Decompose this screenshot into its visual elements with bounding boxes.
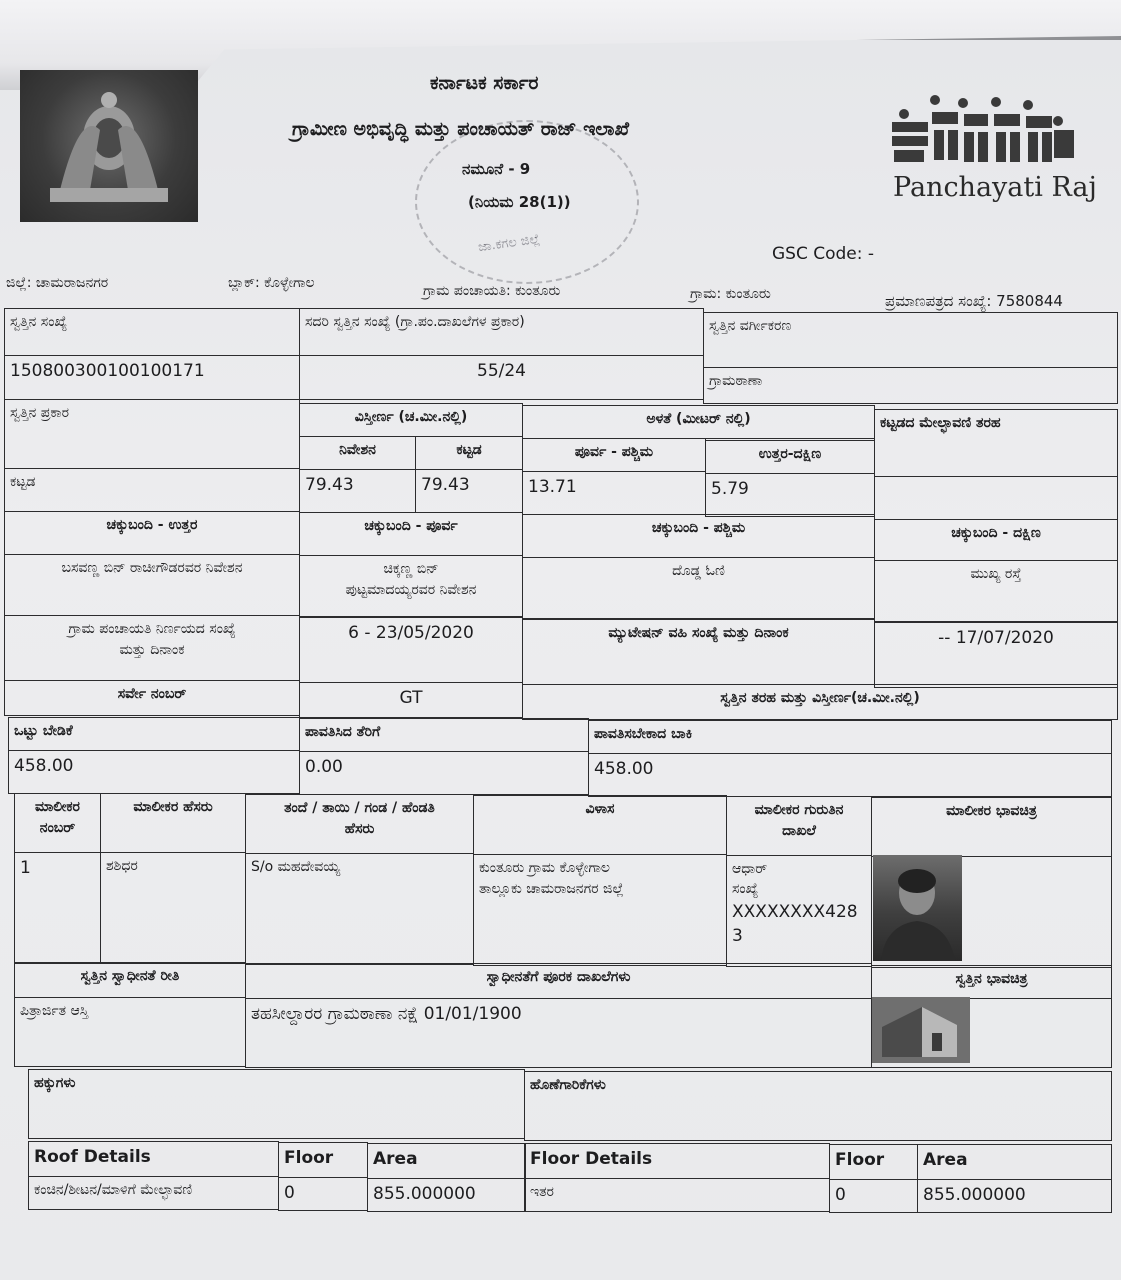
classification-label: ಸ್ವತ್ತಿನ ವರ್ಗೀಕರಣ xyxy=(703,312,1118,368)
west-boundary-label: ಚಕ್ಕುಬಂದಿ - ಪಶ್ಚಿಮ xyxy=(522,514,875,558)
mutation-value: -- 17/07/2020 xyxy=(874,622,1118,688)
acquisition-mode-value: ಪಿತ್ರಾರ್ಜಿತ ಆಸ್ತಿ xyxy=(14,997,246,1067)
owner-id-value xyxy=(726,855,872,967)
roof-area-label: Area xyxy=(367,1143,526,1179)
panchayati-raj-logo-icon xyxy=(888,92,1078,170)
assessment-label: ಸದರಿ ಸ್ವತ್ತಿನ ಸಂಖ್ಯೆ (ಗ್ರಾ.ಪಂ.ದಾಖಲೆಗಳ ಪ್ರಕಾರ) xyxy=(299,308,704,356)
owner-id-line1: ಆಧಾರ್ xyxy=(732,861,768,877)
tax-paid-label: ಪಾವತಿಸಿದ ತೆರಿಗೆ xyxy=(299,718,589,752)
karnataka-emblem xyxy=(20,70,198,222)
floor-floor-label: Floor xyxy=(829,1144,918,1180)
roof-floor-label: Floor xyxy=(278,1142,368,1178)
site-area-value: 79.43 xyxy=(299,469,416,513)
decision-label-line1: ಗ್ರಾಮ ಪಂಚಾಯತಿ ನಿರ್ಣಯದ ಸಂಖ್ಯೆ xyxy=(68,621,236,637)
owner-number-label xyxy=(14,793,101,853)
address-line1: ಕುಂತೂರು ಗ್ರಾಮ ಕೊಳ್ಳೇಗಾಲ xyxy=(479,860,610,876)
owner-id-label-line1: ಮಾಲೀಕರ ಗುರುತಿನ xyxy=(754,802,844,818)
owner-id-label-line2: ದಾಖಲೆ xyxy=(782,823,816,839)
property-photo-icon xyxy=(872,997,970,1063)
gram-panchayat: ಗ್ರಾಮ ಪಂಚಾಯತಿ: ಕುಂತೂರು xyxy=(423,283,561,299)
relation-label xyxy=(245,794,474,854)
property-photo xyxy=(872,997,970,1063)
south-boundary-value: ಮುಖ್ಯ ರಸ್ತೆ xyxy=(874,560,1118,622)
address-line2: ತಾಲ್ಲೂಕು ಚಾಮರಾಜನಗರ ಜಿಲ್ಲೆ xyxy=(479,881,624,897)
roof-area-value: 855.000000 xyxy=(367,1178,526,1212)
south-boundary-label: ಚಕ್ಕುಬಂದಿ - ದಕ್ಷಿಣ xyxy=(874,519,1118,561)
west-boundary-value: ದೊಡ್ಡ ಓಣಿ xyxy=(522,557,875,619)
decision-label-line2: ಮತ್ತು ದಿನಾಂಕ xyxy=(119,642,185,658)
property-type-label: ಸ್ವತ್ತಿನ ಪ್ರಕಾರ xyxy=(4,399,300,469)
owner-photo-icon xyxy=(873,855,962,961)
roof-details-label: Roof Details xyxy=(28,1141,279,1177)
classification-value: ಗ್ರಾಮಠಾಣಾ xyxy=(703,367,1118,404)
owner-id-label xyxy=(726,796,872,856)
seal-text: ಜಾ.ಕಗಲ ಜಿಲ್ಲೆ xyxy=(477,231,541,256)
north-boundary-label: ಚಕ್ಕುಬಂದಿ - ಉತ್ತರ xyxy=(4,511,300,555)
certificate-number: ಪ್ರಮಾಣಪತ್ರದ ಸಂಖ್ಯೆ: 7580844 xyxy=(885,292,1063,310)
east-boundary-label: ಚಕ್ಕುಬಂದಿ - ಪೂರ್ವ xyxy=(299,512,523,556)
form-number: ನಮೂನೆ - 9 xyxy=(462,160,531,178)
dimensions-label: ಅಳತೆ (ಮೀಟರ್ ನಲ್ಲಿ) xyxy=(522,405,875,439)
address-value xyxy=(473,854,727,966)
relation-label-line1: ತಂದೆ / ತಾಯಿ / ಗಂಡ / ಹೆಂಡತಿ xyxy=(284,800,435,816)
balance-label: ಪಾವತಿಸಬೇಕಾದ ಬಾಕಿ xyxy=(588,720,1112,754)
acquisition-docs-label: ಸ್ವಾಧೀನತೆಗೆ ಪೂರಕ ದಾಖಲೆಗಳು xyxy=(245,963,872,999)
owner-number-label-line2: ನಂಬರ್ xyxy=(39,820,76,836)
north-south-label: ಉತ್ತರ-ದಕ್ಷಿಣ xyxy=(705,440,875,474)
panchayati-raj-wordmark: Panchayati Raj xyxy=(893,172,1097,203)
north-boundary-value: ಬಸವಣ್ಣ ಬಿನ್ ರಾಚೀಗೌಡರವರ ನಿವೇಶನ xyxy=(4,554,300,616)
address-label: ವಿಳಾಸ xyxy=(473,795,727,855)
property-id-label: ಸ್ವತ್ತಿನ ಸಂಖ್ಯೆ xyxy=(4,308,300,356)
owner-photo xyxy=(873,855,962,961)
east-boundary-value-line1: ಚಿಕ್ಕಣ್ಣ ಬಿನ್ xyxy=(383,561,439,577)
floor-area-label: Area xyxy=(917,1144,1112,1180)
gsc-code: GSC Code: - xyxy=(772,244,875,264)
property-photo-label: ಸ್ವತ್ತಿನ ಭಾವಚಿತ್ರ xyxy=(871,965,1112,999)
emblem-icon xyxy=(20,70,198,222)
relation-label-line2: ಹೆಸರು xyxy=(344,821,375,837)
north-south-value: 5.79 xyxy=(705,473,875,517)
department-title: ಗ್ರಾಮೀಣ ಅಭಿವೃದ್ಧಿ ಮತ್ತು ಪಂಚಾಯತ್ ರಾಜ್ ಇಲಾಖೆ xyxy=(292,118,630,140)
acquisition-mode-label: ಸ್ವತ್ತಿನ ಸ್ವಾಧೀನತೆ ರೀತಿ xyxy=(14,962,246,998)
owner-id-line3: XXXXXXXX428 xyxy=(732,901,858,922)
roof-type-row: ಕಂಚಿನ/ಶೀಟನ/ಮಾಳಿಗೆ ಮೇಲ್ಛಾವಣಿ xyxy=(28,1176,279,1210)
type-and-area-label: ಸ್ವತ್ತಿನ ತರಹ ಮತ್ತು ವಿಸ್ತೀರ್ಣ(ಚ.ಮೀ.ನಲ್ಲಿ) xyxy=(522,684,1118,720)
village: ಗ್ರಾಮ: ಕುಂತೂರು xyxy=(690,286,771,302)
site-label: ನಿವೇಶನ xyxy=(299,436,416,470)
balance-value: 458.00 xyxy=(588,753,1112,797)
east-west-value: 13.71 xyxy=(522,471,706,515)
building-area-value: 79.43 xyxy=(415,469,523,513)
district: ಜಿಲ್ಲೆ: ಚಾಮರಾಜನಗರ xyxy=(6,275,109,291)
survey-label: ಸರ್ವೇ ನಂಬರ್ xyxy=(4,680,300,716)
owner-id-line2: ಸಂಖ್ಯೆ xyxy=(732,881,759,898)
block: ಬ್ಲಾಕ್: ಕೊಳ್ಳೇಗಾಲ xyxy=(228,275,315,291)
tax-paid-value: 0.00 xyxy=(299,751,589,795)
owner-name-label: ಮಾಲೀಕರ ಹೆಸರು xyxy=(100,793,246,853)
roof-type-value xyxy=(874,476,1118,520)
total-demand-label: ಒಟ್ಟು ಬೇಡಿಕೆ xyxy=(8,717,300,751)
floor-area-value: 855.000000 xyxy=(917,1179,1112,1213)
assessment-value: 55/24 xyxy=(299,355,704,400)
acquisition-docs-value: ತಹಸೀಲ್ದಾರರ ಗ್ರಾಮಠಾಣಾ ನಕ್ಷೆ 01/01/1900 xyxy=(245,998,872,1068)
rights-label: ಹಕ್ಕುಗಳು xyxy=(28,1069,525,1139)
east-west-label: ಪೂರ್ವ - ಪಶ್ಚಿಮ xyxy=(522,438,706,472)
roof-floor-value: 0 xyxy=(278,1177,368,1211)
survey-value: GT xyxy=(299,682,523,718)
owner-number-label-line1: ಮಾಲೀಕರ xyxy=(35,799,80,815)
decision-value: 6 - 23/05/2020 xyxy=(299,617,523,683)
property-id-value: 150800300100100171 xyxy=(4,355,300,400)
owner-number-value: 1 xyxy=(14,852,101,964)
building-label: ಕಟ್ಟಡ xyxy=(415,436,523,470)
rule-number: (ನಿಯಮ 28(1)) xyxy=(468,193,571,211)
liabilities-label: ಹೊಣೆಗಾರಿಕೆಗಳು xyxy=(524,1071,1112,1141)
east-boundary-value xyxy=(299,555,523,617)
decision-label xyxy=(4,615,300,681)
owner-id-line4: 3 xyxy=(732,926,743,947)
owner-name-value: ಶಶಿಧರ xyxy=(100,852,246,964)
mutation-label: ಮ್ಯುಟೇಷನ್ ವಹಿ ಸಂಖ್ಯೆ ಮತ್ತು ದಿನಾಂಕ xyxy=(522,619,875,685)
area-label: ವಿಸ್ತೀರ್ಣ (ಚ.ಮೀ.ನಲ್ಲಿ) xyxy=(299,403,523,437)
relation-value: S/o ಮಹದೇವಯ್ಯ xyxy=(245,853,474,965)
total-demand-value: 458.00 xyxy=(8,750,300,794)
floor-details-label: Floor Details xyxy=(524,1143,830,1179)
floor-type-row: ಇತರ xyxy=(524,1178,830,1212)
property-type-value: ಕಟ್ಟಡ xyxy=(4,468,300,512)
floor-floor-value: 0 xyxy=(829,1179,918,1213)
east-boundary-value-line2: ಪುಟ್ಟಮಾದಯ್ಯರವರ ನಿವೇಶನ xyxy=(345,582,477,598)
owner-photo-label: ಮಾಲೀಕರ ಭಾವಚಿತ್ರ xyxy=(871,797,1112,857)
roof-type-label: ಕಟ್ಟಡದ ಮೇಲ್ಛಾವಣಿ ತರಹ xyxy=(874,409,1118,477)
government-title: ಕರ್ನಾಟಕ ಸರ್ಕಾರ xyxy=(430,72,539,94)
